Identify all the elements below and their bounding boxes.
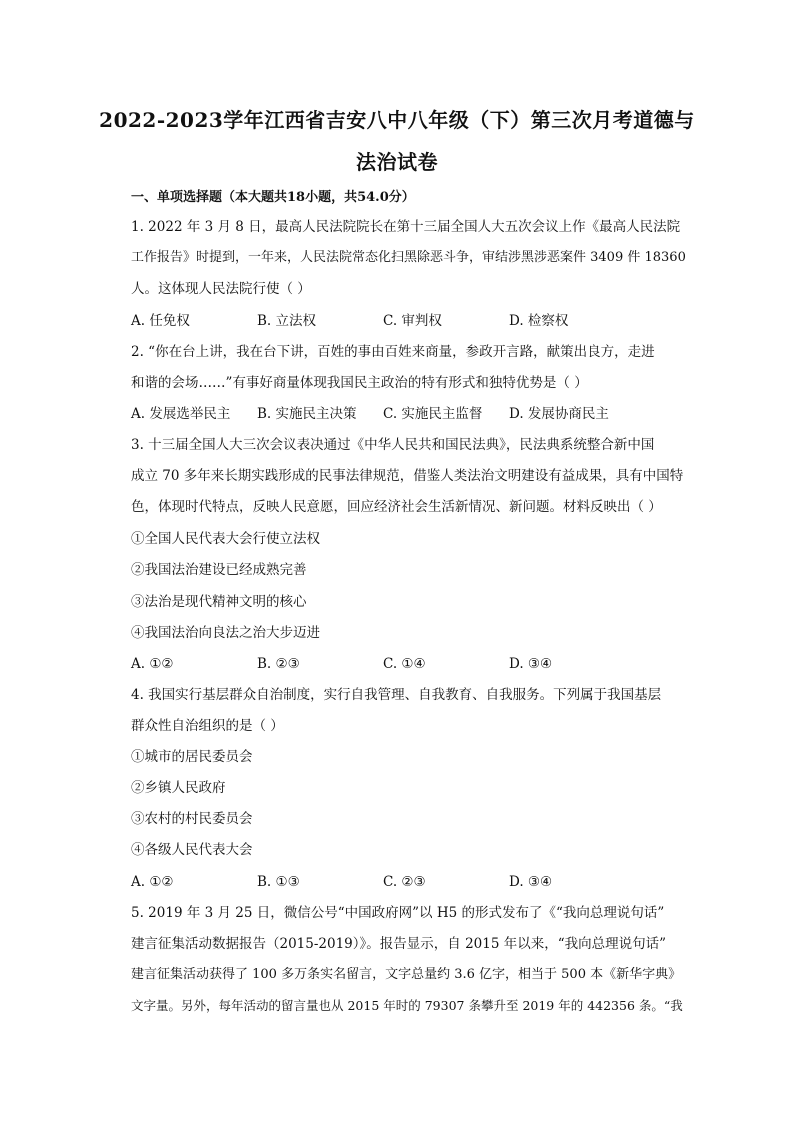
q3-statement-3: ③法治是现代精神文明的核心 bbox=[131, 594, 307, 610]
q3-option-c: C. ①④ bbox=[383, 656, 426, 672]
q4-statement-2: ②乡镇人民政府 bbox=[131, 780, 226, 796]
q1-option-c: C. 审判权 bbox=[383, 313, 442, 329]
q1-line-1: 1. 2022 年 3 月 8 日，最高人民法院院长在第十三届全国人大五次会议上作《最高人民法院 bbox=[131, 219, 681, 235]
q3-option-b: B. ②③ bbox=[257, 656, 300, 672]
q2-option-a: A. 发展选举民主 bbox=[131, 406, 231, 422]
q3-line-1: 3. 十三届全国人大三次会议表决通过《中华人民共和国民法典》，民法典系统整合新中国 bbox=[131, 437, 655, 453]
section-heading: 一、单项选择题（本大题共18小题，共54.0分） bbox=[131, 190, 415, 205]
q2-line-2: 和谐的会场……”有事好商量体现我国民主政治的特有形式和独特优势是（ ） bbox=[131, 375, 588, 391]
q4-statement-1: ①城市的居民委员会 bbox=[131, 749, 253, 765]
q2-line-1: 2. “你在台上讲，我在台下讲，百姓的事由百姓来商量，参政开言路，献策出良方，走进 bbox=[131, 344, 655, 360]
q1-option-b: B. 立法权 bbox=[257, 313, 317, 329]
q4-option-d: D. ③④ bbox=[509, 874, 553, 890]
q5-line-1: 5. 2019 年 3 月 25 日，微信公号“中国政府网”以 H5 的形式发布了《“我向总理说句话” bbox=[131, 905, 665, 921]
q3-statement-1: ①全国人民代表大会行使立法权 bbox=[131, 531, 320, 547]
q5-line-3: 建言征集活动获得了 100 多万条实名留言，文字总量约 3.6 亿字，相当于 500 本《新华字典》 bbox=[131, 967, 682, 982]
q1-option-d: D. 检察权 bbox=[509, 313, 569, 329]
q3-statement-2: ②我国法治建设已经成熟完善 bbox=[131, 562, 307, 578]
q4-line-2: 群众性自治组织的是（ ） bbox=[131, 718, 284, 734]
q4-option-b: B. ①③ bbox=[257, 874, 300, 890]
q1-line-2: 工作报告》时提到，一年来，人民法院常态化扫黑除恶斗争，审结涉黑涉恶案件 3409 件 18360 bbox=[131, 250, 686, 265]
q4-option-a: A. ①② bbox=[131, 874, 174, 890]
exam-title-line-2: 法治试卷 bbox=[356, 150, 438, 174]
q4-option-c: C. ②③ bbox=[383, 874, 426, 890]
q2-option-d: D. 发展协商民主 bbox=[509, 406, 609, 422]
q3-option-d: D. ③④ bbox=[509, 656, 553, 672]
q3-statement-4: ④我国法治向良法之治大步迈进 bbox=[131, 625, 320, 641]
q3-line-3: 色，体现时代特点，反映人民意愿，回应经济社会生活新情况、新问题。材料反映出（ ） bbox=[131, 499, 662, 515]
q5-line-4: 文字量。另外，每年活动的留言量也从 2015 年时的 79307 条攀升至 2019 年的 442356 条。“我 bbox=[131, 998, 683, 1013]
q1-line-3: 人。这体现人民法院行使（ ） bbox=[131, 281, 311, 297]
q4-line-1: 4. 我国实行基层群众自治制度，实行自我管理、自我教育、自我服务。下列属于我国基层 bbox=[131, 687, 662, 703]
q2-option-c: C. 实施民主监督 bbox=[383, 406, 483, 422]
q3-option-a: A. ①② bbox=[131, 656, 174, 672]
q3-line-2: 成立 70 多年来长期实践形成的民事法律规范，借鉴人类法治文明建设有益成果，具有中国特 bbox=[131, 468, 684, 484]
q2-option-b: B. 实施民主决策 bbox=[257, 406, 357, 422]
q4-statement-3: ③农村的村民委员会 bbox=[131, 811, 253, 827]
q5-line-2: 建言征集活动数据报告（2015-2019）》。报告显示，自 2015 年以来，“我向总理说句话” bbox=[131, 936, 667, 952]
q1-option-a: A. 任免权 bbox=[131, 313, 190, 329]
exam-title-line-1: 2022-2023学年江西省吉安八中八年级（下）第三次月考道德与 bbox=[99, 108, 695, 132]
q4-statement-4: ④各级人民代表大会 bbox=[131, 842, 253, 858]
